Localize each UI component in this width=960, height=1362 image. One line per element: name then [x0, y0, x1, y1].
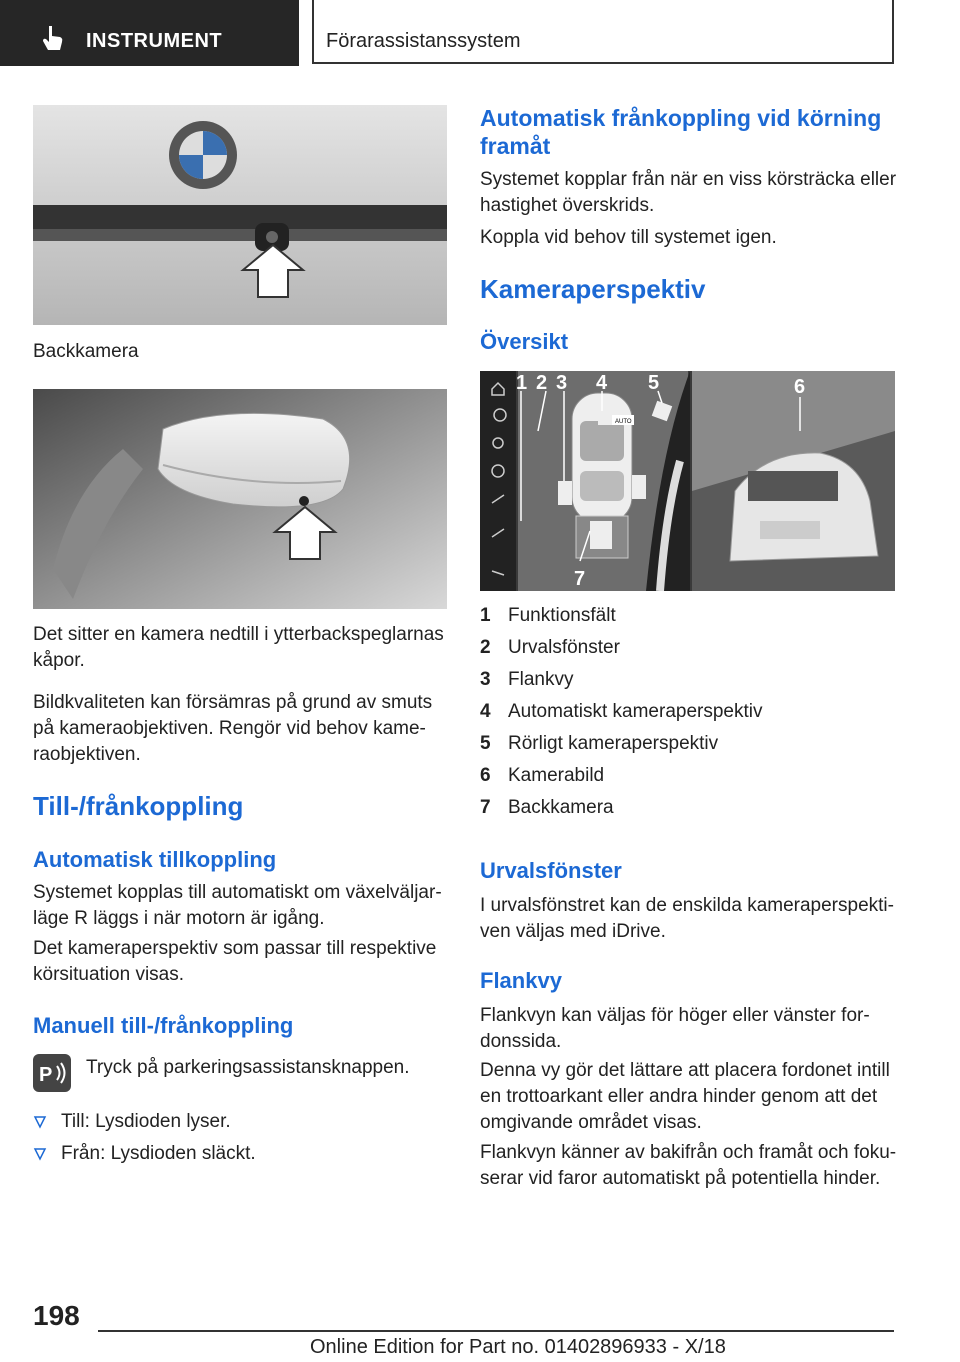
chapter-title: INSTRUMENT: [86, 30, 223, 52]
heading-selection: Urvalsfönster: [480, 858, 622, 883]
hand-pointer-icon: [40, 24, 66, 52]
camera-overview-figure: [480, 371, 895, 591]
rear-camera-photo: [33, 105, 447, 325]
para-flank-2: Denna vy gör det lättare att placera fordonet intill en trottoarkant eller andra hinder genom att det omgivande området visas.: [480, 1060, 890, 1133]
triangle-bullet-icon: [33, 1115, 47, 1129]
para-manual: Tryck på parkeringsassistansknappen.: [86, 1057, 410, 1078]
figure-label-3: 3: [556, 372, 568, 394]
figure-label-5: 5: [648, 372, 660, 394]
para-selection: I urvalsfönstret kan de enskilda kameraperspekti-ven väljas med iDrive.: [480, 895, 894, 942]
heading-auto-on: Automatisk tillkoppling: [33, 847, 277, 872]
side-mirror-photo: [33, 389, 447, 609]
triangle-bullet-icon: [33, 1147, 47, 1161]
caption-rear-camera: Backkamera: [33, 341, 139, 362]
heading-auto-off: Automatisk frånkoppling vid körning framåt: [480, 105, 882, 159]
figure-label-1: 1: [516, 372, 528, 394]
para-mirrors: Det sitter en kamera nedtill i ytterbackspeglarnas kåpor.: [33, 624, 444, 671]
figure-label-7: 7: [574, 568, 586, 590]
para-flank-3: Flankvyn känner av bakifrån och framåt och foku-serar vid faror automatiskt på potentiella hinder.: [480, 1142, 897, 1189]
para-auto-on-2: Det kameraperspektiv som passar till respektive körsituation visas.: [33, 938, 437, 985]
heading-flank: Flankvy: [480, 968, 562, 993]
para-auto-off-2: Koppla vid behov till systemet igen.: [480, 227, 777, 248]
figure-label-6: 6: [794, 376, 806, 398]
figure-label-4: 4: [596, 372, 608, 394]
footer-edition: Online Edition for Part no. 01402896933 - X/18: [310, 1336, 726, 1358]
svg-text:AUTO: AUTO: [615, 419, 632, 425]
section-title: Förarassistanssystem: [326, 30, 521, 52]
para-flank-1: Flankvyn kan väljas för höger eller vänster for-donssida.: [480, 1005, 870, 1052]
page-number: 198: [33, 1300, 80, 1331]
footer-divider: [98, 1330, 894, 1332]
heading-manual: Manuell till-/frånkoppling: [33, 1013, 294, 1038]
heading-overview: Översikt: [480, 329, 569, 354]
heading-onoff: Till-/frånkoppling: [33, 791, 244, 821]
parking-assist-button-icon: [33, 1054, 71, 1092]
figure-label-2: 2: [536, 372, 548, 394]
para-auto-on-1: Systemet kopplas till automatiskt om växelväljar-läge R läggs i när motorn är igång.: [33, 882, 442, 929]
heading-perspective: Kameraperspektiv: [480, 274, 706, 304]
para-quality: Bildkvaliteten kan försämras på grund av smuts på kameraobjektiven. Rengör vid behov kame-raobjektiven.: [33, 692, 433, 765]
svg-text:P: P: [39, 1064, 53, 1086]
para-auto-off-1: Systemet kopplar från när en viss körsträcka eller hastighet överskrids.: [480, 169, 897, 216]
